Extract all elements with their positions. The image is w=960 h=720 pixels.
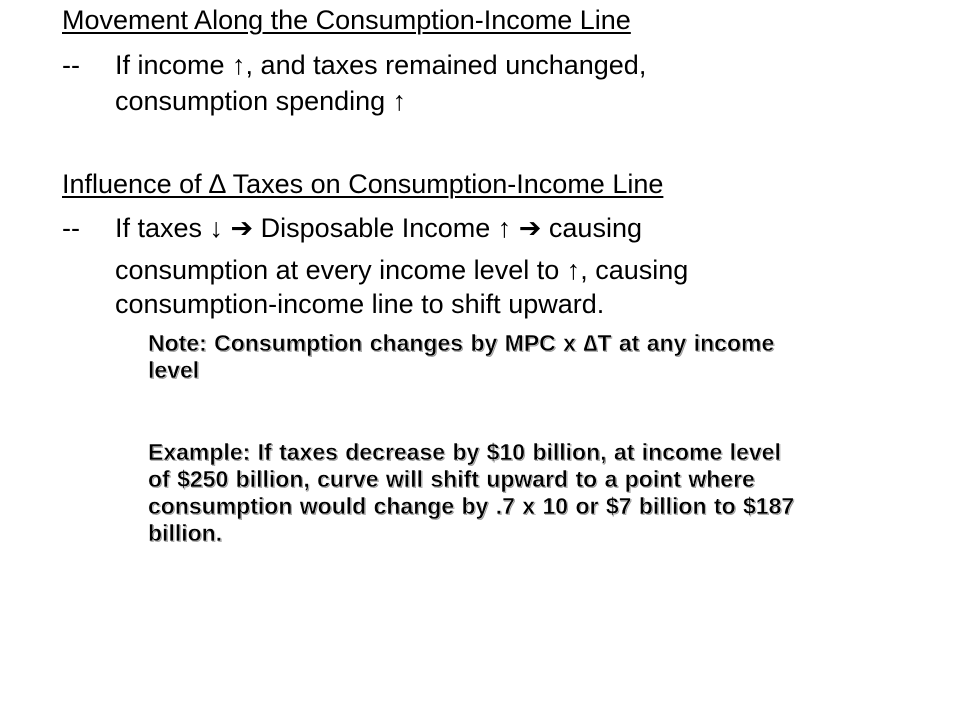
bullet-dash: -- (62, 50, 80, 80)
note-line-2: level (148, 357, 200, 383)
example-line-1: Example: If taxes decrease by $10 billion, at income level (148, 439, 781, 465)
taxes-decrease-line: If taxes ↓ ➔ Disposable Income ↑ ➔ causing (115, 213, 642, 243)
heading-influence-of-taxes: Influence of ∆ Taxes on Consumption-Income Line (62, 169, 664, 199)
note-line-1: Note: Consumption changes by MPC x ∆T at any income (148, 330, 775, 356)
consumption-spending-line: consumption spending ↑ (115, 86, 407, 116)
consumption-every-level-line: consumption at every income level to ↑, causing (115, 255, 689, 285)
heading-movement-along-line: Movement Along the Consumption-Income Line (62, 5, 631, 35)
income-increase-line: If income ↑, and taxes remained unchanged, (115, 50, 647, 80)
example-line-2: of $250 billion, curve will shift upward to a point where (148, 466, 755, 492)
example-line-3: consumption would change by .7 x 10 or $7 billion to $187 (148, 493, 795, 519)
example-line-4: billion. (148, 520, 223, 546)
bullet-dash: -- (62, 213, 80, 243)
shift-upward-line: consumption-income line to shift upward. (115, 289, 605, 319)
